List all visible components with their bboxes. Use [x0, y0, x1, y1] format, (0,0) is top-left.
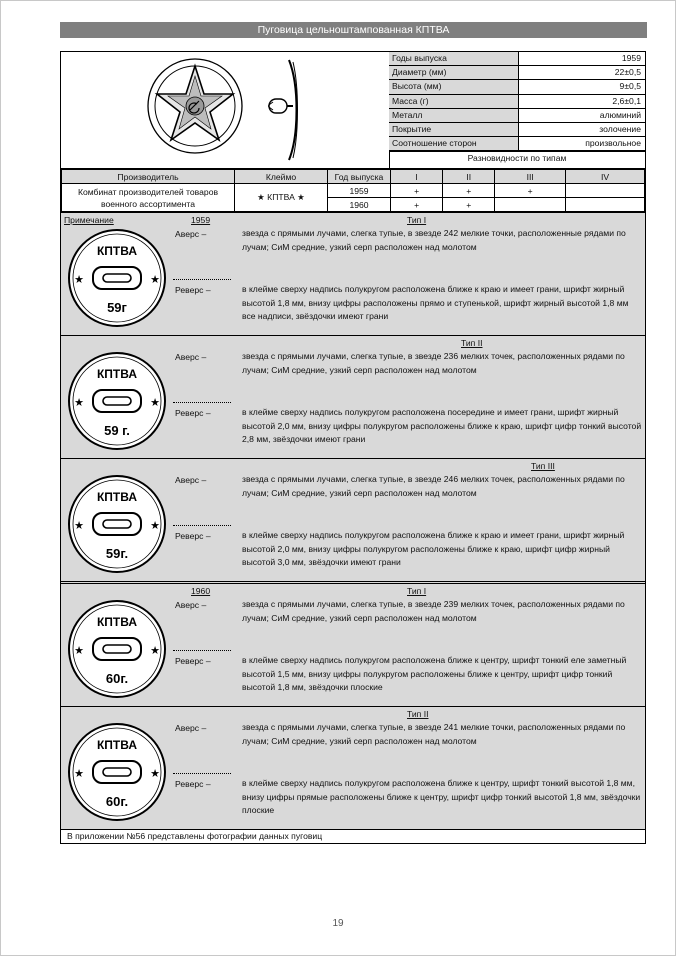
- section-type: Тип I: [407, 586, 427, 596]
- stamp-drawing: [65, 471, 169, 577]
- prop-value: алюминий: [599, 109, 641, 120]
- divider: [173, 773, 231, 774]
- revers-label: Реверс –: [175, 285, 211, 295]
- prop-label: Годы выпуска: [389, 52, 519, 65]
- prop-row-height: [389, 80, 645, 94]
- prop-row-metal: [389, 109, 645, 123]
- type-cell: +: [391, 198, 443, 212]
- divider: [173, 402, 231, 403]
- stamp-top-text: КПТВА: [96, 490, 138, 504]
- star-icon: ★: [150, 645, 160, 657]
- stamp-bottom-text: 59 г.: [104, 423, 130, 438]
- stamp-top-text: КПТВА: [96, 615, 138, 629]
- properties-list: [389, 52, 645, 166]
- type-cell: +: [391, 184, 443, 198]
- prop-row-mass: [389, 95, 645, 109]
- type-section: [61, 212, 645, 335]
- revers-label: Реверс –: [175, 779, 211, 789]
- avers-text: звезда с прямыми лучами, слегка тупые, в звезде 242 мелкие точки, расположенные рядами по лучам; СиМ средние, узкий серп расположен над молотом: [242, 228, 626, 252]
- col-type-1: I: [391, 170, 443, 184]
- section-type: Тип I: [407, 215, 427, 225]
- stamp-top-text: КПТВА: [96, 244, 138, 258]
- section-type: Тип II: [407, 709, 429, 719]
- star-icon: ★: [150, 768, 160, 780]
- page-title: Пуговица цельноштампованная КПТВА: [60, 22, 647, 38]
- prop-value: произвольное: [585, 138, 641, 149]
- page-number: 19: [332, 918, 344, 929]
- col-type-4: IV: [566, 170, 645, 184]
- button-drawing: [61, 52, 389, 168]
- divider: [173, 525, 231, 526]
- col-mark: Клеймо: [235, 170, 328, 184]
- year-cell: 1959: [328, 184, 391, 198]
- prop-row-diameter: [389, 66, 645, 80]
- revers-label: Реверс –: [175, 656, 211, 666]
- prop-label: Металл: [389, 109, 519, 122]
- star-icon: ★: [150, 520, 160, 532]
- avers-label: Аверс –: [175, 475, 207, 485]
- type-cell: [566, 198, 645, 212]
- maker-name: Комбинат производителей товаров военного ассортимента: [62, 184, 235, 212]
- col-year: Год выпуска: [328, 170, 391, 184]
- section-type: Тип III: [531, 461, 555, 471]
- divider: [173, 650, 231, 651]
- avers-text: звезда с прямыми лучами, слегка тупые, в звезде 239 мелких точек, расположенных рядами по лучам; СиМ средние, узкий серп расположен над молотом: [242, 599, 625, 623]
- stamp-drawing: [65, 719, 169, 825]
- stamp-bottom-text: 60г.: [105, 671, 129, 686]
- note-label: Примечание: [64, 215, 114, 225]
- type-cell: [566, 184, 645, 198]
- mark-text: ★ КПТВА ★: [235, 184, 328, 212]
- stamp-top-text: КПТВА: [96, 367, 138, 381]
- prop-row-ratio: [389, 137, 645, 151]
- maker-table: [61, 169, 645, 212]
- variants-header: Разновидности по типам: [389, 151, 645, 165]
- footnote: В приложении №56 представлены фотографии данных пуговиц: [61, 829, 645, 843]
- prop-value: 1959: [621, 53, 641, 63]
- avers-text: звезда с прямыми лучами, слегка тупые, в звезде 236 мелких точек, расположенных рядами по лучам; СиМ средние, узкий серп расположен над молотом: [242, 351, 625, 375]
- revers-label: Реверс –: [175, 531, 211, 541]
- avers-label: Аверс –: [175, 600, 207, 610]
- stamp-top-text: КПТВА: [96, 738, 138, 752]
- prop-label: Соотношение сторон: [389, 137, 519, 150]
- type-section: [61, 581, 645, 706]
- type-section: [61, 706, 645, 829]
- prop-value: 2,6±0,1: [612, 95, 641, 106]
- catalog-card: [60, 51, 646, 844]
- revers-text: в клейме сверху надпись полукругом расположена ближе к краю и имеет грани, шрифт жирный высотой 1,8 мм, внизу цифры расположены прямо и ступенькой, шрифт жирный высотой 1,8 мм все надписи, звёздочки имеют грани: [242, 284, 629, 322]
- avers-label: Аверс –: [175, 229, 207, 239]
- col-type-3: III: [495, 170, 566, 184]
- prop-label: Диаметр (мм): [389, 66, 519, 79]
- star-icon: ★: [74, 274, 84, 286]
- avers-text: звезда с прямыми лучами, слегка тупые, в звезде 246 мелких точек, расположенных рядами по лучам; СиМ средние, узкий серп расположен над молотом: [242, 474, 625, 498]
- revers-text: в клейме сверху надпись полукругом расположена ближе к краю и имеет грани, шрифт жирный высотой 2,0 мм, внизу цифры полукругом расположены ближе к краю, шрифт цифр жирный высотой 3,0 мм, звёздочки имеют грани: [242, 530, 625, 568]
- revers-text: в клейме сверху надпись полукругом расположена ближе к центру, шрифт тонкий еле заметный высотой 1,5 мм, внизу цифры полукругом расположены ближе к центру, шрифт цифр тонкий высотой 1,8 мм, звёздочки плоские: [242, 655, 627, 693]
- type-cell: [495, 198, 566, 212]
- type-section: [61, 458, 645, 581]
- avers-label: Аверс –: [175, 352, 207, 362]
- type-cell: +: [443, 184, 495, 198]
- type-cell: +: [495, 184, 566, 198]
- stamp-drawing: [65, 596, 169, 702]
- stamp-drawing: [65, 225, 169, 331]
- avers-label: Аверс –: [175, 723, 207, 733]
- prop-row-years: [389, 52, 645, 66]
- prop-label: Масса (г): [389, 95, 519, 108]
- prop-value: золочение: [599, 123, 641, 134]
- divider: [173, 279, 231, 280]
- star-icon: ★: [150, 274, 160, 286]
- stamp-bottom-text: 59г: [107, 300, 127, 315]
- prop-value: 22±0,5: [614, 67, 641, 78]
- section-year: 1960: [191, 586, 211, 596]
- col-maker: Производитель: [62, 170, 235, 184]
- star-icon: ★: [150, 397, 160, 409]
- col-type-2: II: [443, 170, 495, 184]
- avers-text: звезда с прямыми лучами, слегка тупые, в звезде 241 мелкие точки, расположенных рядами по лучам; СиМ средние, узкий серп расположен над молотом: [242, 722, 626, 746]
- prop-label: Высота (мм): [389, 80, 519, 93]
- stamp-bottom-text: 60г.: [105, 794, 129, 809]
- prop-label: Покрытие: [389, 123, 519, 136]
- year-cell: 1960: [328, 198, 391, 212]
- prop-row-coating: [389, 123, 645, 137]
- star-icon: ★: [74, 397, 84, 409]
- stamp-bottom-text: 59г.: [105, 546, 129, 561]
- star-icon: ★: [74, 520, 84, 532]
- section-year: 1959: [191, 215, 211, 225]
- revers-text: в клейме сверху надпись полукругом расположена посередине и имеет грани, шрифт жирный высотой 2,0 мм, внизу цифры полукругом расположены ближе к краю, шрифт цифр тонкий высотой 2,8 мм, звёздочки имеют грани: [242, 407, 642, 445]
- header-row: [61, 52, 645, 169]
- star-icon: ★: [74, 645, 84, 657]
- type-cell: +: [443, 198, 495, 212]
- stamp-drawing: [65, 348, 169, 454]
- star-icon: ★: [74, 768, 84, 780]
- type-section: [61, 335, 645, 458]
- section-type: Тип II: [461, 338, 483, 348]
- revers-text: в клейме сверху надпись полукругом расположена ближе к центру, шрифт тонкий высотой 1,8 мм, внизу цифры прямые расположены ближе к центру, шрифт цифр тонкий высотой 1,8 мм, звёздочки плоские: [242, 778, 641, 816]
- button-illustration: [61, 52, 390, 168]
- revers-label: Реверс –: [175, 408, 211, 418]
- prop-value: 9±0,5: [619, 81, 641, 92]
